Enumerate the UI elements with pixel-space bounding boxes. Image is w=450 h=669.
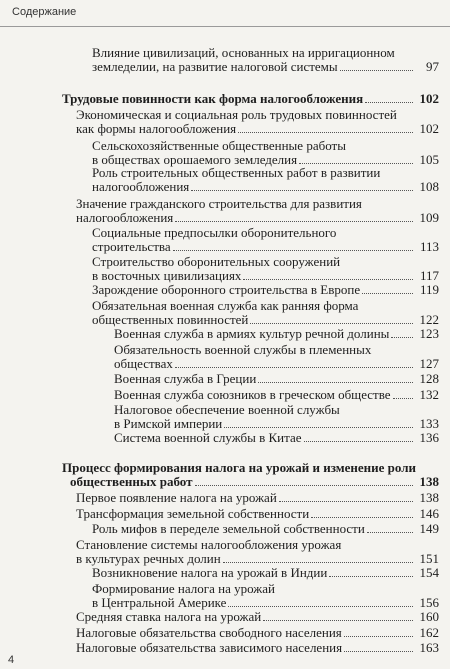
toc-entry-title: налогообложения: [92, 179, 190, 194]
toc-entry-title: Военная служба в Греции: [114, 371, 257, 386]
toc-page-number: 132: [419, 387, 439, 402]
toc-entry-title: Формирование налога на урожай: [92, 581, 275, 596]
dot-leader: [299, 163, 413, 164]
toc-page-number: 122: [419, 312, 439, 327]
dot-leader: [304, 441, 414, 442]
toc-entry: [0, 165, 450, 180]
dot-leader: [228, 606, 413, 607]
toc-entry-continuation: [0, 551, 450, 566]
toc-page-number: 117: [419, 268, 439, 283]
toc-entry: [0, 460, 450, 475]
dot-leader: [250, 323, 413, 324]
toc-page-number: 123: [419, 326, 439, 341]
toc-entry-title: обществах: [114, 356, 173, 371]
toc-entry-title: Роль строительных общественных работ в развитии: [92, 165, 381, 180]
toc-entry: [0, 387, 450, 402]
toc-entry: [0, 537, 450, 552]
toc-entry-title: Зарождение оборонного строительства в Европе: [92, 282, 361, 297]
toc-entry-title: Обязательность военной службы в племенных: [114, 342, 372, 357]
dot-leader: [329, 576, 413, 577]
toc-page-number: 151: [419, 551, 439, 566]
toc-entry: [0, 609, 450, 624]
toc-page-number: 102: [419, 121, 439, 136]
running-header: Содержание: [12, 6, 77, 18]
toc-page-number: 162: [419, 625, 439, 640]
dot-leader: [223, 562, 413, 563]
toc-entry-continuation: [0, 239, 450, 254]
toc-entry-title: Военная служба союзников в греческом обществе: [114, 387, 391, 402]
toc-entry: [0, 225, 450, 240]
toc-entry-title: Влияние цивилизаций, основанных на ирригационном: [92, 45, 395, 60]
toc-entry: [0, 91, 450, 106]
toc-entry: [0, 326, 450, 341]
toc-entry-title: общественных работ: [70, 474, 193, 489]
toc-entry: [0, 45, 450, 60]
toc-entry-title: Строительство оборонительных сооружений: [92, 254, 341, 269]
toc-entry: [0, 138, 450, 153]
toc-page-number: 128: [419, 371, 439, 386]
toc-entry: [0, 254, 450, 269]
toc-entry: [0, 196, 450, 211]
toc-entry-title: Трансформация земельной собственности: [76, 506, 310, 521]
dot-leader: [191, 190, 413, 191]
dot-leader: [340, 70, 413, 71]
toc-entry: [0, 521, 450, 536]
toc-entry: [0, 402, 450, 417]
toc-entry: [0, 107, 450, 122]
toc-page-number: 146: [419, 506, 439, 521]
toc-entry-title: Социальные предпосылки оборонительного: [92, 225, 337, 240]
toc-entry-title: Средняя ставка налога на урожай: [76, 609, 262, 624]
dot-leader: [258, 382, 413, 383]
dot-leader: [362, 293, 413, 294]
dot-leader: [344, 636, 413, 637]
toc-entry-continuation: [0, 179, 450, 194]
toc-entry-title: земледелии, на развитие налоговой системы: [92, 59, 338, 74]
toc-entry: [0, 625, 450, 640]
dot-leader: [175, 367, 413, 368]
toc-page-number: 138: [419, 490, 439, 505]
toc-entry-title: Военная служба в армиях культур речной долины: [114, 326, 390, 341]
toc-page-number: 154: [419, 565, 439, 580]
dot-leader: [365, 102, 413, 103]
toc-entry-title: строительства: [92, 239, 171, 254]
toc-entry-continuation: [0, 121, 450, 136]
toc-entry: [0, 565, 450, 580]
toc-page-number: 102: [419, 91, 439, 106]
dot-leader: [311, 517, 413, 518]
dot-leader: [393, 398, 413, 399]
toc-entry: [0, 640, 450, 655]
toc-page-number: 127: [419, 356, 439, 371]
toc-entry: [0, 430, 450, 445]
toc-page-number: 160: [419, 609, 439, 624]
toc-entry-title: Налоговое обеспечение военной службы: [114, 402, 340, 417]
toc-entry-continuation: [0, 474, 450, 489]
toc-page-number: 119: [419, 282, 439, 297]
toc-page-number: 108: [419, 179, 439, 194]
dot-leader: [344, 651, 413, 652]
toc-page-number: 109: [419, 210, 439, 225]
toc-entry-continuation: [0, 595, 450, 610]
toc-entry-title: Значение гражданского строительства для развития: [76, 196, 362, 211]
dot-leader: [391, 337, 413, 338]
toc-entry-title: Первое появление налога на урожай: [76, 490, 277, 505]
toc-entry-continuation: [0, 356, 450, 371]
dot-leader: [173, 250, 413, 251]
toc-entry-continuation: [0, 210, 450, 225]
toc-page-number: 133: [419, 416, 439, 431]
toc-page-number: 156: [419, 595, 439, 610]
toc-entry-title: Сельскохозяйственные общественные работы: [92, 138, 346, 153]
toc-entry-title: в Римской империи: [114, 416, 223, 431]
dot-leader: [263, 620, 413, 621]
dot-leader: [279, 501, 413, 502]
dot-leader: [175, 221, 413, 222]
toc-entry-continuation: [0, 312, 450, 327]
toc-entry-title: Система военной службы в Китае: [114, 430, 302, 445]
toc-page-number: 163: [419, 640, 439, 655]
toc-entry-title: в культурах речных долин: [76, 551, 221, 566]
toc-entry: [0, 490, 450, 505]
toc-entry: [0, 282, 450, 297]
dot-leader: [243, 279, 413, 280]
toc-entry: [0, 342, 450, 357]
toc-entry-title: Процесс формирования налога на урожай и изменение роли: [62, 460, 416, 475]
toc-entry: [0, 506, 450, 521]
toc-page-number: 113: [419, 239, 439, 254]
toc-entry: [0, 581, 450, 596]
toc-entry-title: в восточных цивилизациях: [92, 268, 242, 283]
dot-leader: [224, 427, 413, 428]
toc-entry-title: Обязательная военная служба как ранняя форма: [92, 298, 359, 313]
toc-entry-title: общественных повинностей: [92, 312, 249, 327]
dot-leader: [367, 532, 413, 533]
toc-page-number: 136: [419, 430, 439, 445]
toc-page-number: 138: [419, 474, 439, 489]
toc-entry-title: Налоговые обязательства зависимого населения: [76, 640, 343, 655]
toc-page-number: 97: [426, 59, 439, 74]
toc-entry-continuation: [0, 268, 450, 283]
toc-entry-title: Экономическая и социальная роль трудовых повинностей: [76, 107, 397, 122]
toc-entry-title: Возникновение налога на урожай в Индии: [92, 565, 328, 580]
toc-entry-title: как формы налогообложения: [76, 121, 237, 136]
toc-entry-title: в обществах орошаемого земледелия: [92, 152, 298, 167]
toc-page-number: 105: [419, 152, 439, 167]
toc-entry-title: Роль мифов в переделе земельной собственности: [92, 521, 365, 536]
toc-page-number: 149: [419, 521, 439, 536]
toc-entry-continuation: [0, 416, 450, 431]
toc-entry-title: Становление системы налогообложения урожая: [76, 537, 342, 552]
page-number: 4: [8, 654, 15, 666]
toc-entry-title: Трудовые повинности как форма налогообложения: [62, 91, 364, 106]
dot-leader: [195, 485, 413, 486]
toc-entry: [0, 371, 450, 386]
toc-entry-continuation: [0, 59, 450, 74]
dot-leader: [238, 132, 413, 133]
toc-entry-title: Налоговые обязательства свободного населения: [76, 625, 342, 640]
toc-entry-title: налогообложения: [76, 210, 174, 225]
toc-entry-title: в Центральной Америке: [92, 595, 227, 610]
toc-entry: [0, 298, 450, 313]
